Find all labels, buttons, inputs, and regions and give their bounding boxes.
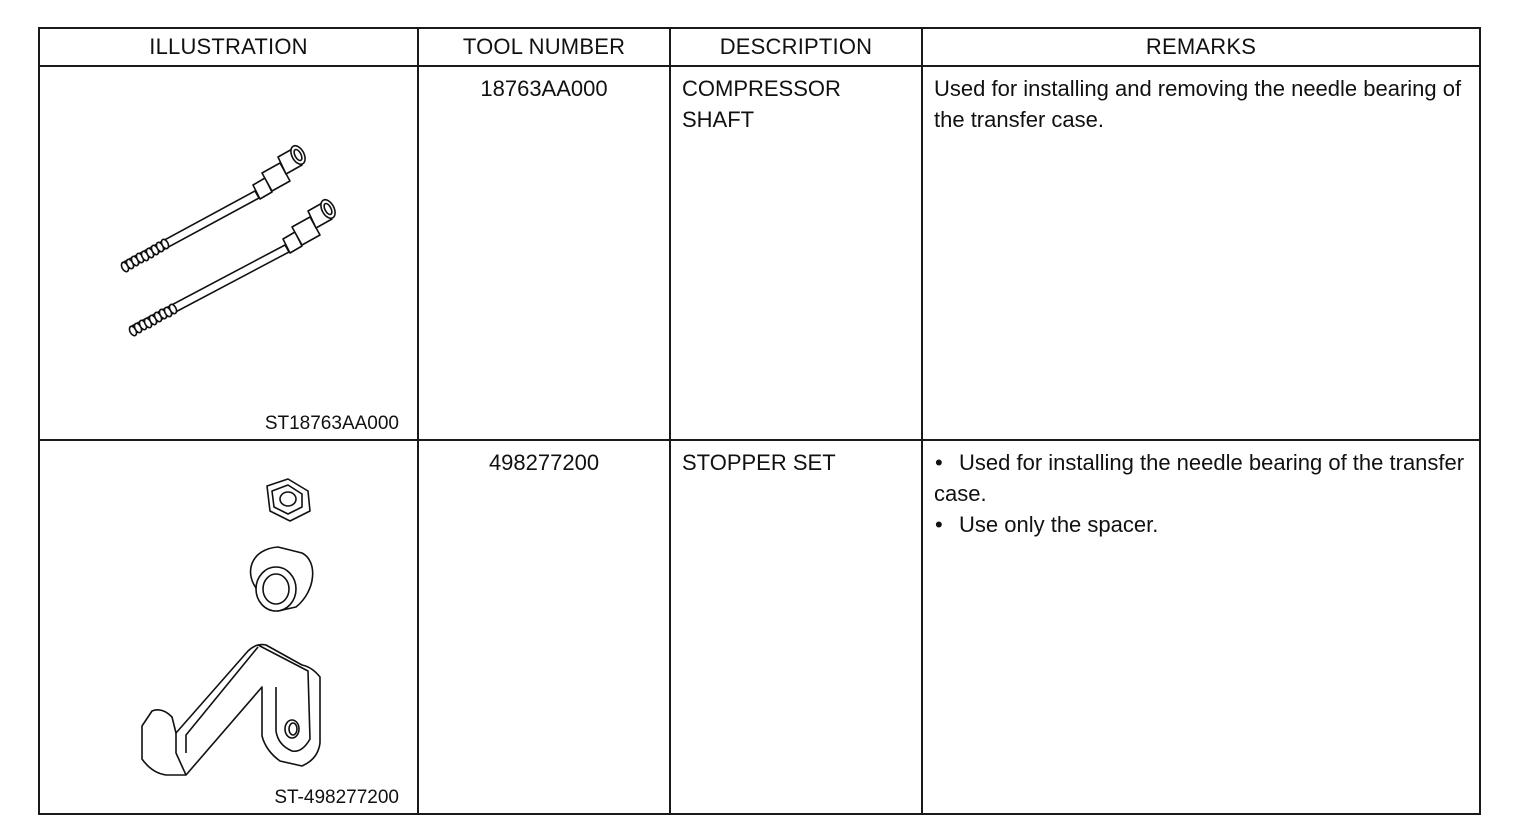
spacer-icon: [251, 547, 313, 611]
tool-remarks: Used for installing and removing the needle bearing of the transfer case.: [922, 66, 1480, 440]
remarks-list: [934, 447, 1469, 540]
header-row: [39, 28, 1480, 66]
tool-description: STOPPER SET: [670, 440, 922, 814]
remarks-bullet: • Use only the spacer.: [935, 512, 1159, 537]
bracket-icon: [142, 645, 320, 775]
remarks-bullet-text: Use only the spacer.: [959, 512, 1159, 537]
tool-description-text: COMPRESSOR SHAFT: [682, 76, 841, 132]
tool-description: [670, 66, 922, 440]
illustration-cell: [39, 66, 418, 440]
remarks-bullet: • Used for installing the needle bearing of the transfer case.: [934, 450, 1465, 506]
tool-number: 18763AA000: [418, 66, 670, 440]
tool-number: 498277200: [418, 440, 670, 814]
table-row: [39, 440, 1480, 814]
header-tool-number: TOOL NUMBER: [418, 28, 670, 66]
header-description: DESCRIPTION: [670, 28, 922, 66]
table-row: [39, 66, 1480, 440]
special-tools-table: [38, 27, 1481, 815]
compressor-shaft-icon: [40, 67, 417, 433]
remarks-bullet-text: Used for installing the needle bearing of the transfer case.: [934, 450, 1465, 506]
illustration-code: ST-498277200: [274, 787, 399, 808]
stopper-set-icon: [40, 441, 417, 807]
header-illustration: ILLUSTRATION: [39, 28, 418, 66]
header-remarks: REMARKS: [922, 28, 1480, 66]
illustration-cell: [39, 440, 418, 814]
tool-remarks: [922, 440, 1480, 814]
illustration-code: ST18763AA000: [264, 413, 399, 434]
